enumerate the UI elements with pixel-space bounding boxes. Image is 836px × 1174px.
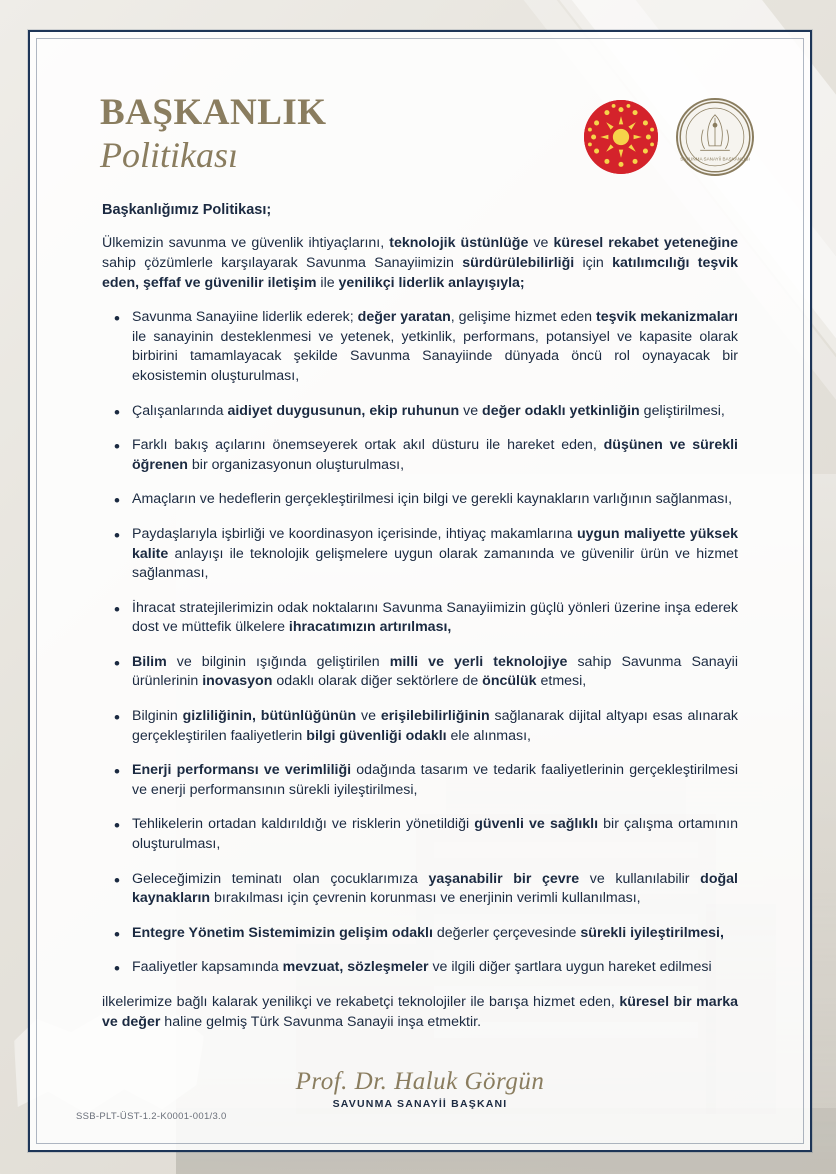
signature-name: Prof. Dr. Haluk Görgün (295, 1068, 545, 1095)
presidency-seal-icon (584, 100, 658, 174)
title-line-2: Politikası (100, 135, 238, 175)
policy-bullet-item: • Savunma Sanayiine liderlik ederek; değer yaratan, gelişime hizmet eden teşvik mekanizmaları ile sanayinin desteklenmesi ve yetenek, yetkinlik, performans, potansiyel ve kapasite olarak birbirini tamamlayacak şekilde Savunma Sanayiinde dünyada öncü rol oynayacak bir ekosistemin oluşturulması, (102, 308, 738, 386)
policy-lead: Başkanlığımız Politikası; (102, 202, 272, 219)
ssb-seal-icon (676, 98, 754, 176)
policy-bullet-item: • Tehlikelerin ortadan kaldırıldığı ve risklerin yönetildiği güvenli ve sağlıklı bir çalışma ortamının oluşturulması, (102, 815, 738, 854)
policy-bullet-item: • Paydaşlarıyla işbirliği ve koordinasyon içerisinde, ihtiyaç makamlarına uygun maliyette yüksek kalite anlayışı ile teknolojik gelişmelere uygun olarak zamanında ve güvenilir ürün ve hizmet sağlanması, (102, 525, 738, 584)
document-page (28, 30, 812, 1152)
policy-bullet-item: • Çalışanlarında aidiyet duygusunun, ekip ruhunun ve değer odaklı yetkinliğin geliştirilmesi, (102, 402, 738, 422)
title-line-1: BAŞKANLIK (100, 92, 327, 133)
policy-closing: ilkelerimize bağlı kalarak yenilikçi ve rekabetçi teknolojiler ile barışa hizmet eden, küresel bir marka ve değer haline gelmiş Türk Savunma Sanayii inşa etmektir. (102, 994, 738, 1030)
ssb-seal-caption: SAVUNMA SANAYİİ BAŞKANLIĞI (680, 156, 750, 162)
policy-bullet-item: • Bilim ve bilginin ışığında geliştirilen milli ve yerli teknolojiye sahip Savunma Sanayii ürünlerinin inovasyon odaklı olarak diğer sektörlere de öncülük etmesi, (102, 653, 738, 692)
policy-bullet-item: • İhracat stratejilerimizin odak noktalarını Savunma Sanayiimizin güçlü yönleri üzerine inşa ederek dost ve müttefik ülkelere ihracatımızın artırılması, (102, 599, 738, 638)
policy-bullet-item: • Geleceğimizin teminatı olan çocuklarımıza yaşanabilir bir çevre ve kullanılabilir doğal kaynakların bırakılması için çevrenin korunması ve enerjinin verimli kullanılması, (102, 870, 738, 909)
document-header (76, 72, 764, 176)
document-number: SSB-PLT-ÜST-1.2-K0001-001/3.0 (76, 1111, 227, 1122)
policy-bullet-item: • Bilginin gizliliğinin, bütünlüğünün ve erişilebilirliğinin sağlanarak dijital altyapı esas alınarak gerçekleştirilen faaliyetlerin bilgi güvenliği odaklı ele alınması, (102, 707, 738, 746)
policy-bullet-item: • Amaçların ve hedeflerin gerçekleştirilmesi için bilgi ve gerekli kaynakların varlığının sağlanması, (102, 490, 738, 510)
policy-intro: Ülkemizin savunma ve güvenlik ihtiyaçlarını, teknolojik üstünlüğe ve küresel rekabet yeteneğine sahip çözümlerle karşılayarak Savunma Sanayiimizin sürdürülebilirliği için katılımcılığı teşvik eden, şeffaf ve güvenilir iletişim ile yenilikçi liderlik anlayışıyla; (102, 235, 738, 291)
policy-bullet-list (102, 308, 738, 978)
emblem-group (584, 72, 764, 176)
signature-role: SAVUNMA SANAYİİ BAŞKANI (332, 1098, 508, 1110)
policy-bullet-item: • Faaliyetler kapsamında mevzuat, sözleşmeler ve ilgili diğer şartlara uygun hareket edilmesi (102, 958, 738, 978)
policy-bullet-item: • Farklı bakış açılarını önemseyerek ortak akıl düsturu ile hareket eden, düşünen ve sürekli öğrenen bir organizasyonun oluşturulması, (102, 436, 738, 475)
policy-bullet-item: • Entegre Yönetim Sistemimizin gelişim odaklı değerler çerçevesinde sürekli iyileştirilmesi, (102, 924, 738, 944)
page-title (76, 72, 327, 176)
signature-block (30, 1068, 810, 1110)
policy-bullet-item: • Enerji performansı ve verimliliği odağında tasarım ve tedarik faaliyetlerinin gerçekleştirilmesi ve enerji performansının sürekli iyileştirilmesi, (102, 761, 738, 800)
policy-body (76, 202, 764, 1032)
